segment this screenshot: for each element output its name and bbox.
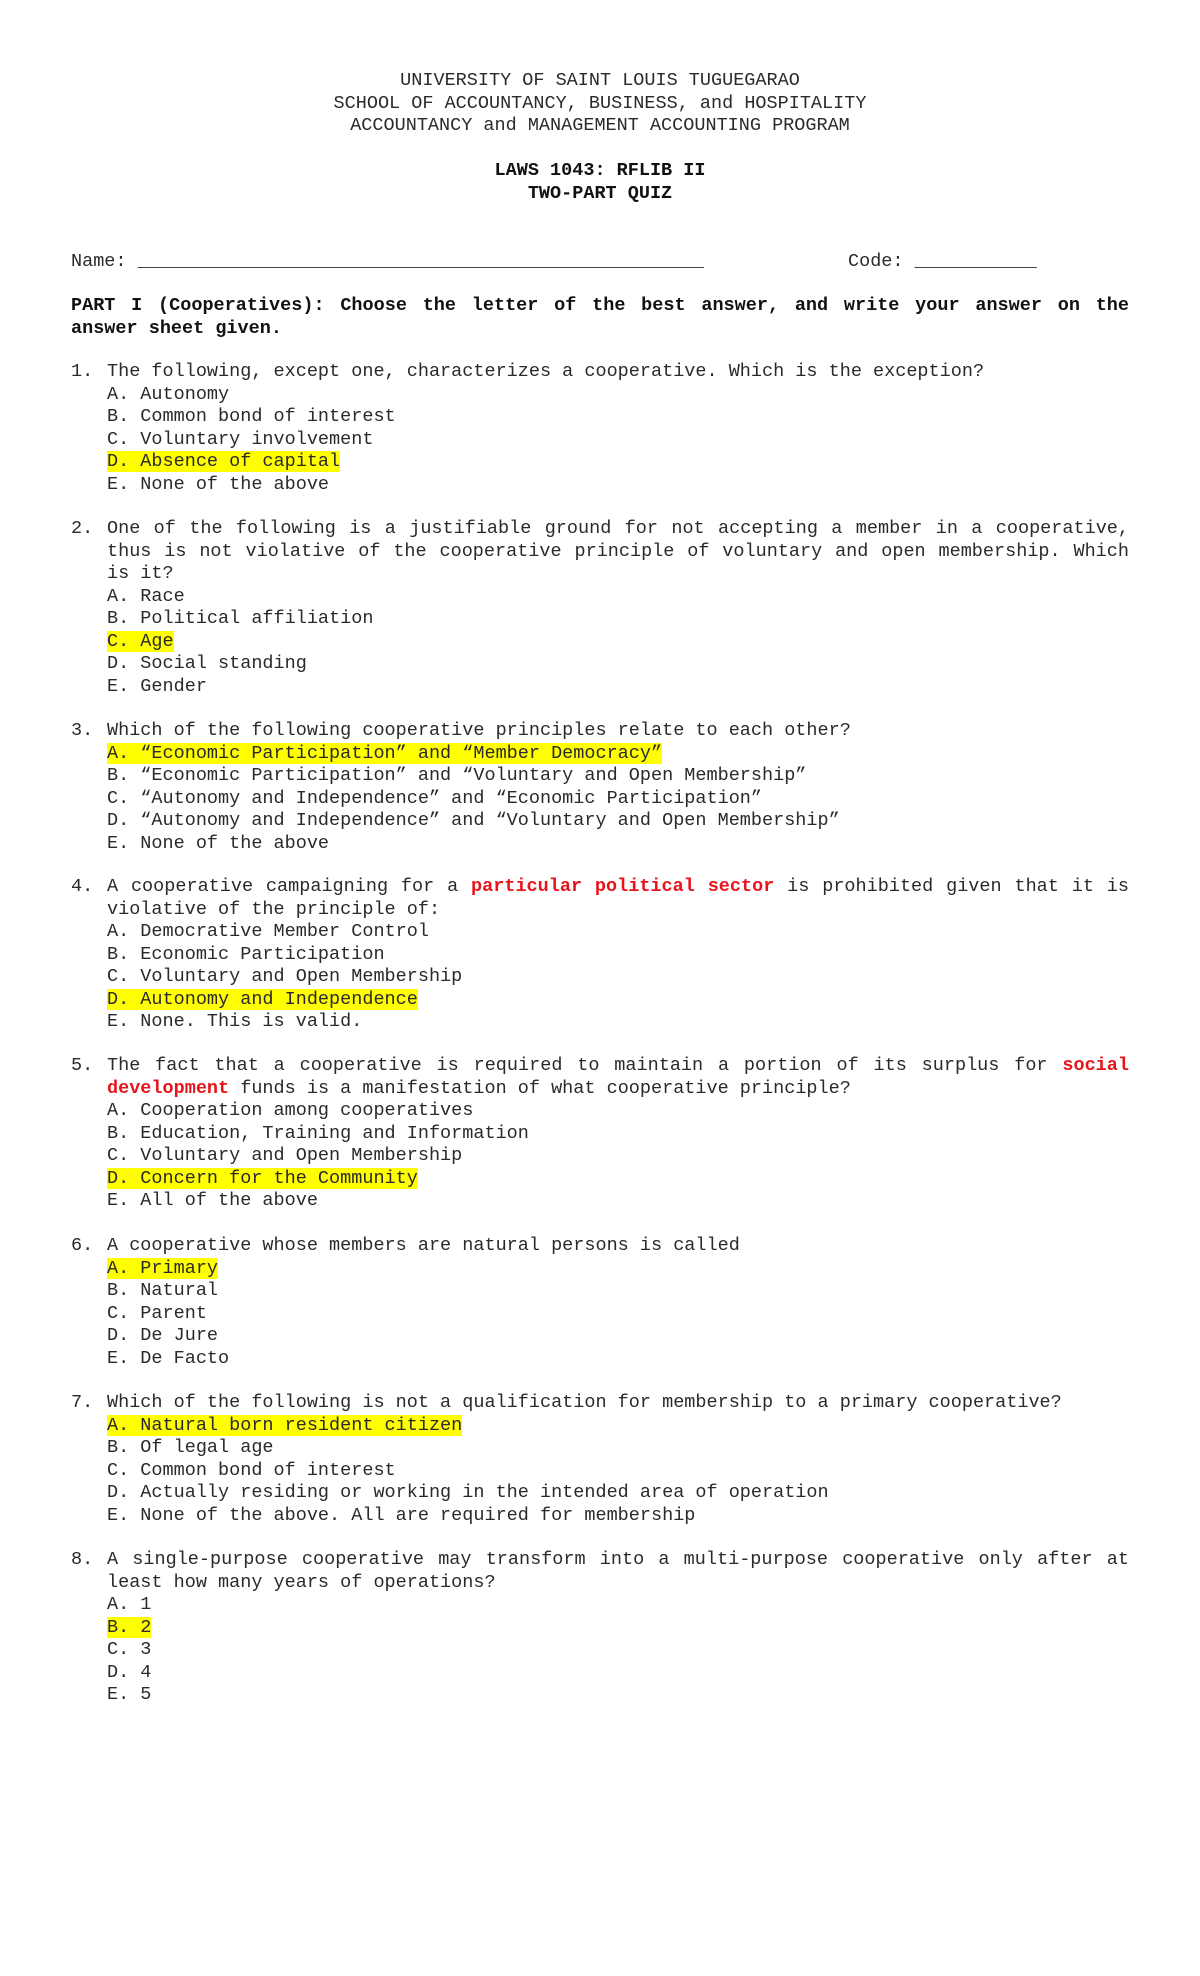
option-list <box>71 1415 1129 1528</box>
name-blank[interactable]: ___________________________________________________ <box>137 251 704 272</box>
option-list <box>71 743 1129 856</box>
option: B. Education, Training and Information <box>107 1122 529 1144</box>
option-list <box>71 586 1129 699</box>
option: D. “Autonomy and Independence” and “Voluntary and Open Membership” <box>107 810 840 831</box>
question-number: 8. <box>71 1549 94 1570</box>
option-list <box>71 921 1129 1034</box>
question-number: 1. <box>71 361 94 382</box>
question-text: The following, except one, characterizes a cooperative. Which is the exception? <box>107 361 985 382</box>
question-number: 5. <box>71 1055 94 1076</box>
option-list <box>71 1594 1129 1707</box>
emphasized-phrase: social development <box>107 1055 1129 1099</box>
option-list <box>71 1100 1129 1213</box>
option-highlighted: A. Primary <box>107 1257 219 1279</box>
question-text-cont: is prohibited given that it is violative of the principle of: <box>107 876 1130 920</box>
option: C. Voluntary involvement <box>107 428 374 450</box>
question-4 <box>71 876 1129 1034</box>
option: B. Natural <box>107 1280 219 1301</box>
question-stem <box>71 1392 1129 1415</box>
quiz-title <box>0 160 1200 205</box>
option: A. Race <box>107 585 185 607</box>
option: D. Actually residing or working in the intended area of operation <box>107 1482 829 1503</box>
question-number: 2. <box>71 518 94 539</box>
question-stem <box>71 720 1129 743</box>
question-stem <box>71 1549 1129 1594</box>
option: E. Gender <box>107 675 207 697</box>
school-header <box>0 70 1200 138</box>
option: C. Voluntary and Open Membership <box>107 1145 463 1166</box>
part-one-instructions: PART I (Cooperatives): Choose the letter of the best answer, and write your answer on the answer sheet given. <box>71 295 1129 339</box>
option: A. Cooperation among cooperatives <box>107 1100 474 1121</box>
name-label: Name: <box>71 251 138 272</box>
code-field[interactable] <box>848 251 1037 274</box>
question-stem <box>71 1235 1129 1258</box>
question-stem <box>71 361 1129 384</box>
option: E. 5 <box>107 1684 152 1705</box>
option-highlighted: C. Age <box>107 630 174 652</box>
option-highlighted: D. Concern for the Community <box>107 1167 418 1189</box>
option: E. None of the above <box>107 832 330 854</box>
question-5 <box>71 1055 1129 1213</box>
question-number: 4. <box>71 876 94 897</box>
option: A. Autonomy <box>107 383 230 405</box>
question-text: Which of the following cooperative principles relate to each other? <box>107 720 851 741</box>
question-text-cont: funds is a manifestation of what cooperative principle? <box>229 1077 851 1099</box>
option-highlighted: D. Autonomy and Independence <box>107 988 418 1010</box>
course-title: LAWS 1043: RFLIB II <box>494 160 706 181</box>
option: E. De Facto <box>107 1347 230 1369</box>
question-text: The fact that a cooperative is required to maintain a portion of its surplus for <box>107 1055 1063 1076</box>
question-3 <box>71 720 1129 855</box>
option: A. 1 <box>107 1594 152 1615</box>
option-list <box>71 384 1129 497</box>
program-name: ACCOUNTANCY and MANAGEMENT ACCOUNTING PROGRAM <box>350 115 850 136</box>
question-number: 6. <box>71 1235 94 1256</box>
question-7 <box>71 1392 1129 1527</box>
question-1 <box>71 361 1129 496</box>
option-highlighted: A. Natural born resident citizen <box>107 1414 463 1436</box>
code-label: Code: <box>848 251 915 272</box>
option-highlighted: D. Absence of capital <box>107 451 341 472</box>
option: C. Common bond of interest <box>107 1459 396 1481</box>
question-6 <box>71 1235 1129 1370</box>
option: D. De Jure <box>107 1325 219 1346</box>
question-text: A cooperative campaigning for a <box>107 876 472 897</box>
option: C. 3 <box>107 1639 152 1660</box>
option: D. Social standing <box>107 653 307 674</box>
option: E. None of the above <box>107 473 330 495</box>
option: C. Parent <box>107 1302 207 1324</box>
university-name: UNIVERSITY OF SAINT LOUIS TUGUEGARAO <box>400 70 800 91</box>
option: E. None of the above. All are required for membership <box>107 1504 696 1526</box>
option: C. “Autonomy and Independence” and “Economic Participation” <box>107 787 763 809</box>
option: A. Democrative Member Control <box>107 921 429 942</box>
option: B. Economic Participation <box>107 943 385 965</box>
emphasized-phrase: particular political sector <box>471 876 775 897</box>
option: B. “Economic Participation” and “Voluntary and Open Membership” <box>107 765 807 786</box>
question-stem <box>71 876 1129 921</box>
option: B. Political affiliation <box>107 608 374 629</box>
question-number: 7. <box>71 1392 94 1413</box>
option: B. Common bond of interest <box>107 406 396 427</box>
question-8 <box>71 1549 1129 1707</box>
school-name: SCHOOL OF ACCOUNTANCY, BUSINESS, and HOSPITALITY <box>333 92 867 114</box>
name-field[interactable] <box>71 251 704 274</box>
question-text: One of the following is a justifiable ground for not accepting a member in a cooperative, thus is not violative of the cooperative principle of voluntary and open membership. Which is it? <box>107 518 1129 584</box>
question-text: A single-purpose cooperative may transform into a multi-purpose cooperative only after at least how many years of operations? <box>107 1549 1129 1593</box>
option-highlighted: A. “Economic Participation” and “Member Democracy” <box>107 742 663 764</box>
question-text: Which of the following is not a qualification for membership to a primary cooperative? <box>107 1392 1062 1413</box>
option: C. Voluntary and Open Membership <box>107 966 463 987</box>
question-text: A cooperative whose members are natural persons is called <box>107 1235 740 1256</box>
question-stem <box>71 1055 1129 1100</box>
option-highlighted: B. 2 <box>107 1616 152 1638</box>
option: E. All of the above <box>107 1190 318 1211</box>
question-2 <box>71 518 1129 698</box>
option: D. 4 <box>107 1661 152 1683</box>
option: E. None. This is valid. <box>107 1011 363 1032</box>
question-number: 3. <box>71 720 94 741</box>
option-list <box>71 1258 1129 1371</box>
option: B. Of legal age <box>107 1437 274 1458</box>
question-stem <box>71 518 1129 586</box>
code-blank[interactable]: ___________ <box>914 251 1037 272</box>
exam-title: TWO-PART QUIZ <box>527 182 673 204</box>
